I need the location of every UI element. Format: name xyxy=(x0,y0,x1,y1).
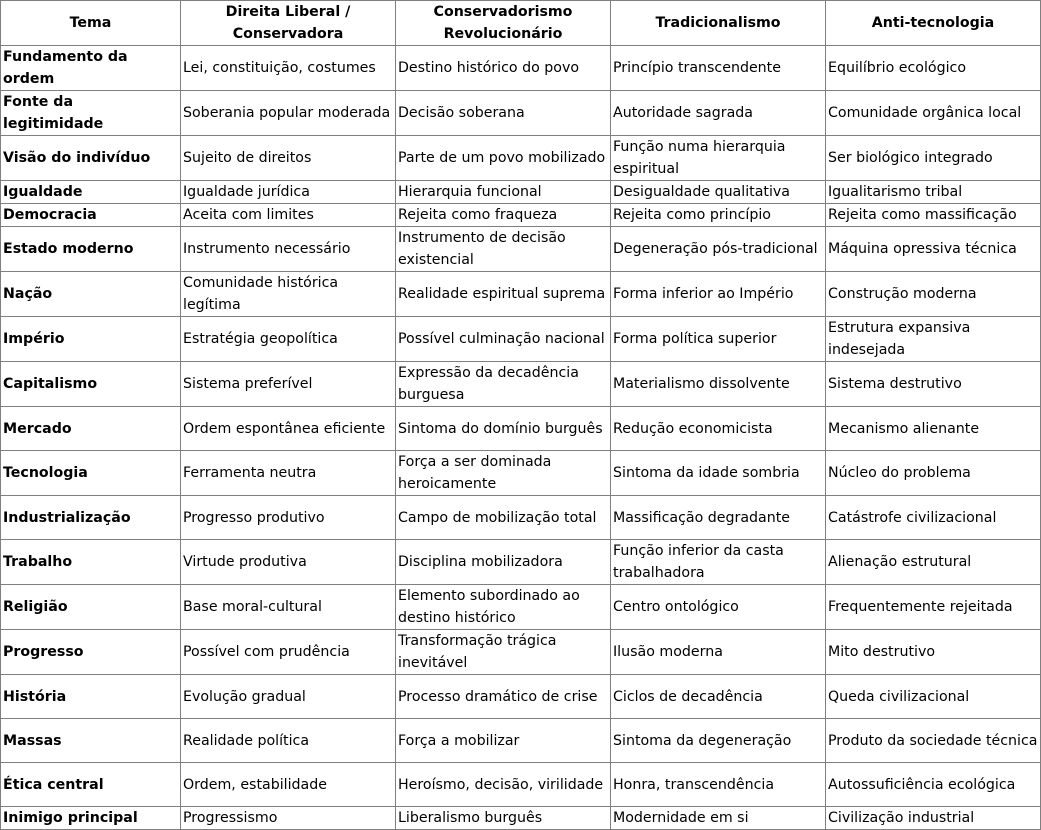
table-cell: Civilização industrial xyxy=(826,807,1041,830)
table-cell: Forma inferior ao Império xyxy=(611,272,826,317)
table-cell: Heroísmo, decisão, virilidade xyxy=(396,763,611,807)
row-theme-cell: Capitalismo xyxy=(1,362,181,407)
table-cell: Elemento subordinado ao destino histórico xyxy=(396,585,611,630)
table-cell: Destino histórico do povo xyxy=(396,46,611,91)
row-theme-cell: Estado moderno xyxy=(1,227,181,272)
table-cell: Forma política superior xyxy=(611,317,826,362)
row-theme-cell: Inimigo principal xyxy=(1,807,181,830)
table-cell: Ordem, estabilidade xyxy=(181,763,396,807)
table-cell: Ordem espontânea eficiente xyxy=(181,407,396,451)
table-cell: Materialismo dissolvente xyxy=(611,362,826,407)
table-cell: Sintoma da degeneração xyxy=(611,719,826,763)
table-cell: Sistema destrutivo xyxy=(826,362,1041,407)
table-cell: Alienação estrutural xyxy=(826,540,1041,585)
row-theme-cell: Império xyxy=(1,317,181,362)
table-cell: Decisão soberana xyxy=(396,91,611,136)
table-cell: Honra, transcendência xyxy=(611,763,826,807)
table-cell: Comunidade histórica legítima xyxy=(181,272,396,317)
table-cell: Massificação degradante xyxy=(611,496,826,540)
table-cell: Mito destrutivo xyxy=(826,630,1041,675)
table-cell: Igualdade jurídica xyxy=(181,181,396,204)
table-cell: Lei, constituição, costumes xyxy=(181,46,396,91)
table-row xyxy=(1,719,1041,763)
table-cell: Realidade política xyxy=(181,719,396,763)
table-cell: Processo dramático de crise xyxy=(396,675,611,719)
table-cell: Campo de mobilização total xyxy=(396,496,611,540)
table-cell: Rejeita como massificação xyxy=(826,204,1041,227)
table-cell: Possível culminação nacional xyxy=(396,317,611,362)
row-theme-cell: Massas xyxy=(1,719,181,763)
table-cell: Catástrofe civilizacional xyxy=(826,496,1041,540)
table-cell: Queda civilizacional xyxy=(826,675,1041,719)
table-cell: Possível com prudência xyxy=(181,630,396,675)
table-cell: Disciplina mobilizadora xyxy=(396,540,611,585)
header-cell-conservadorismo-revolucionario: Conservadorismo Revolucionário xyxy=(396,1,611,46)
table-cell: Sintoma do domínio burguês xyxy=(396,407,611,451)
row-theme-cell: Fonte da legitimidade xyxy=(1,91,181,136)
table-cell: Hierarquia funcional xyxy=(396,181,611,204)
header-cell-tradicionalismo: Tradicionalismo xyxy=(611,1,826,46)
table-cell: Sistema preferível xyxy=(181,362,396,407)
table-cell: Força a mobilizar xyxy=(396,719,611,763)
table-cell: Degeneração pós-tradicional xyxy=(611,227,826,272)
table-cell: Expressão da decadência burguesa xyxy=(396,362,611,407)
table-cell: Virtude produtiva xyxy=(181,540,396,585)
table-row xyxy=(1,272,1041,317)
table-cell: Função numa hierarquia espiritual xyxy=(611,136,826,181)
table-body xyxy=(1,46,1041,830)
table-cell: Frequentemente rejeitada xyxy=(826,585,1041,630)
table-cell: Instrumento necessário xyxy=(181,227,396,272)
table-cell: Princípio transcendente xyxy=(611,46,826,91)
table-row xyxy=(1,807,1041,830)
table-row xyxy=(1,763,1041,807)
table-cell: Sintoma da idade sombria xyxy=(611,451,826,496)
row-theme-cell: Mercado xyxy=(1,407,181,451)
table-row xyxy=(1,362,1041,407)
row-theme-cell: Ética central xyxy=(1,763,181,807)
table-cell: Liberalismo burguês xyxy=(396,807,611,830)
table-cell: Estrutura expansiva indesejada xyxy=(826,317,1041,362)
table-cell: Progressismo xyxy=(181,807,396,830)
table-cell: Base moral-cultural xyxy=(181,585,396,630)
header-cell-anti-tecnologia: Anti-tecnologia xyxy=(826,1,1041,46)
row-theme-cell: Progresso xyxy=(1,630,181,675)
table-row xyxy=(1,451,1041,496)
table-cell: Modernidade em si xyxy=(611,807,826,830)
table-cell: Ilusão moderna xyxy=(611,630,826,675)
row-theme-cell: Democracia xyxy=(1,204,181,227)
table-cell: Igualitarismo tribal xyxy=(826,181,1041,204)
row-theme-cell: Industrialização xyxy=(1,496,181,540)
header-cell-tema: Tema xyxy=(1,1,181,46)
row-theme-cell: Tecnologia xyxy=(1,451,181,496)
row-theme-cell: Visão do indivíduo xyxy=(1,136,181,181)
table-row xyxy=(1,204,1041,227)
table-cell: Desigualdade qualitativa xyxy=(611,181,826,204)
row-theme-cell: Fundamento da ordem xyxy=(1,46,181,91)
table-cell: Comunidade orgânica local xyxy=(826,91,1041,136)
table-row xyxy=(1,407,1041,451)
table-row xyxy=(1,496,1041,540)
table-cell: Ciclos de decadência xyxy=(611,675,826,719)
table-cell: Força a ser dominada heroicamente xyxy=(396,451,611,496)
table-row xyxy=(1,675,1041,719)
table-cell: Transformação trágica inevitável xyxy=(396,630,611,675)
table-row xyxy=(1,91,1041,136)
row-theme-cell: Religião xyxy=(1,585,181,630)
table-cell: Autossuficiência ecológica xyxy=(826,763,1041,807)
table-row xyxy=(1,136,1041,181)
table-cell: Centro ontológico xyxy=(611,585,826,630)
table-cell: Soberania popular moderada xyxy=(181,91,396,136)
table-row xyxy=(1,227,1041,272)
table-cell: Instrumento de decisão existencial xyxy=(396,227,611,272)
row-theme-cell: Igualdade xyxy=(1,181,181,204)
table-cell: Núcleo do problema xyxy=(826,451,1041,496)
row-theme-cell: Nação xyxy=(1,272,181,317)
table-cell: Realidade espiritual suprema xyxy=(396,272,611,317)
row-theme-cell: Trabalho xyxy=(1,540,181,585)
table-cell: Evolução gradual xyxy=(181,675,396,719)
table-cell: Equilíbrio ecológico xyxy=(826,46,1041,91)
header-row xyxy=(1,1,1041,46)
table-row xyxy=(1,630,1041,675)
table-row xyxy=(1,317,1041,362)
table-cell: Autoridade sagrada xyxy=(611,91,826,136)
table-row xyxy=(1,46,1041,91)
table-cell: Mecanismo alienante xyxy=(826,407,1041,451)
table-cell: Ser biológico integrado xyxy=(826,136,1041,181)
table-row xyxy=(1,181,1041,204)
table-cell: Rejeita como princípio xyxy=(611,204,826,227)
table-cell: Ferramenta neutra xyxy=(181,451,396,496)
table-cell: Redução economicista xyxy=(611,407,826,451)
row-theme-cell: História xyxy=(1,675,181,719)
table-cell: Parte de um povo mobilizado xyxy=(396,136,611,181)
table-cell: Progresso produtivo xyxy=(181,496,396,540)
table-cell: Rejeita como fraqueza xyxy=(396,204,611,227)
table-cell: Produto da sociedade técnica xyxy=(826,719,1041,763)
table-cell: Função inferior da casta trabalhadora xyxy=(611,540,826,585)
table-row xyxy=(1,585,1041,630)
table-cell: Construção moderna xyxy=(826,272,1041,317)
table-cell: Máquina opressiva técnica xyxy=(826,227,1041,272)
table-cell: Aceita com limites xyxy=(181,204,396,227)
table-cell: Estratégia geopolítica xyxy=(181,317,396,362)
table-cell: Sujeito de direitos xyxy=(181,136,396,181)
header-cell-direita-liberal: Direita Liberal / Conservadora xyxy=(181,1,396,46)
table-row xyxy=(1,540,1041,585)
